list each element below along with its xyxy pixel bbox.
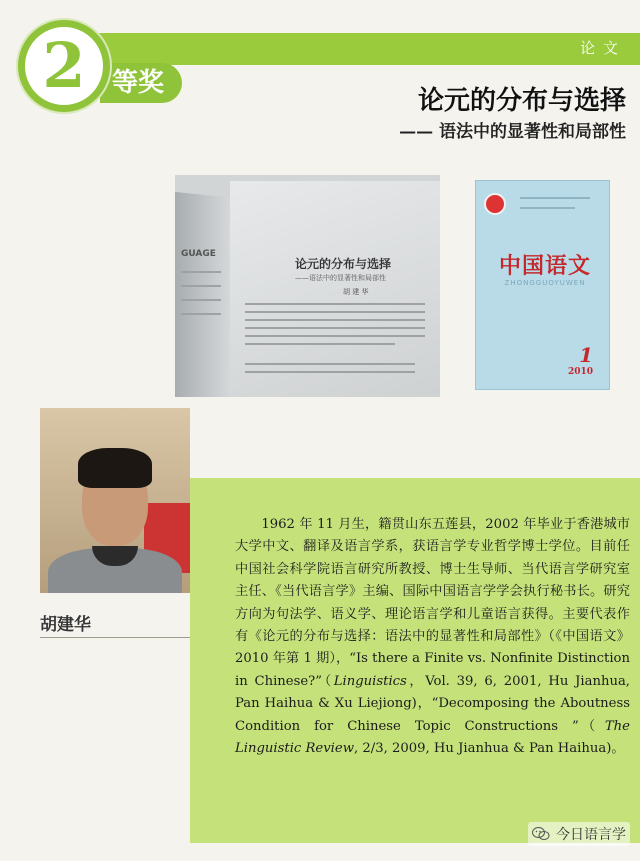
paper-text-line (245, 371, 415, 373)
paper-title: 论元的分布与选择 (295, 257, 392, 271)
article-title: 论元的分布与选择 (417, 86, 626, 116)
paper-text-line (245, 327, 425, 329)
paper-text-line (181, 271, 221, 273)
journal-year: 2010 (567, 367, 593, 377)
paper-subtitle: ——语法中的显著性和局部性 (295, 274, 386, 282)
paper-text-line (245, 363, 415, 365)
portrait-hair (78, 448, 152, 488)
paper-text-line (245, 311, 425, 313)
journal-issue: 1 (579, 343, 593, 367)
watermark (528, 822, 630, 846)
watermark-text: 今日语言学 (556, 827, 626, 843)
article-subtitle: —— 语法中的显著性和局部性 (399, 122, 626, 142)
bio-ref2-venue: The Linguistic Review (235, 718, 630, 757)
paper-text-line (181, 299, 221, 301)
bio-ref1-title: “Is there a Finite vs. Nonfinite Distinction in Chinese?” (235, 651, 630, 689)
journal-text-line (520, 197, 590, 199)
paper-author: 胡 建 华 (343, 288, 369, 296)
paper-text-line (245, 335, 425, 337)
bio-main: 1962 年 11 月生，籍贯山东五莲县，2002 年毕业于香港城市大学中文、翻译及语言学系，获语言学专业哲学博士学位。目前任中国社会科学院语言研究所教授、博士生导师、当代语言学研究室主任、《当代语言学》主编、国际中国语言学学会执行秘书长。研究方向为句法学、语义学、理论语言学和儿童语言获得。主要代表作有《论元的分布与选择：语法中的显著性和局部性》（《中国语文》2010 年第 1 期）， (235, 517, 630, 667)
author-name-underline (40, 637, 190, 638)
author-name: 胡建华 (40, 615, 91, 635)
award-number: 2 (42, 29, 86, 102)
paper-text-line (245, 303, 425, 305)
paper-text-line (245, 343, 395, 345)
header-band (70, 33, 640, 61)
section-label: 论文 (579, 39, 626, 57)
wechat-icon (532, 827, 550, 841)
paper-text-line (245, 319, 425, 321)
paper-left-page (175, 192, 235, 397)
paper-text-line (181, 285, 221, 287)
journal-cover (475, 180, 610, 390)
paper-photo (175, 175, 440, 397)
paper-text-line (181, 313, 221, 315)
bio-ref1-rest: ，Vol. 39, 6, 2001, Hu Jianhua, Pan Haihua & Xu Liejiong)，“Decomposing the Aboutness Condition for Chinese Topic Constructions ” (235, 673, 630, 734)
award-label: 等奖 (112, 68, 165, 98)
author-portrait (40, 408, 190, 593)
journal-emblem-icon (484, 193, 506, 215)
journal-title: 中国语文 (498, 253, 591, 279)
bio-ref2-rest: , 2/3, 2009, Hu Jianhua & Pan Haihua)。 (353, 741, 625, 757)
journal-text-line (520, 207, 575, 209)
bio-ref1-venue: Linguistics (333, 673, 407, 689)
bio-paragraph: 1962 年 11 月生，籍贯山东五莲县，2002 年毕业于香港城市大学中文、翻译及语言学系，获语言学专业哲学博士学位。目前任中国社会科学院语言研究所教授、博士生导师、当代语言学研究室主任、《当代语言学》主编、国际中国语言学学会执行秘书长。研究方向为句法学、语义学、理论语言学和儿童语言获得。主要代表作有《论元的分布与选择：语法中的显著性和局部性》（《中国语文》2010 年第 1 期），“Is there a Finite vs. Nonfinite Distinction in Chinese?”（Linguistics，Vol. 39, 6, 2001, Hu Jianhua, Pan Haihua & Xu Liejiong)，“Decomposing the Aboutness Condition for Chinese Topic Constructions ”（The Linguistic Review, 2/3, 2009, Hu Jianhua & Pan Haihua)。 (235, 517, 630, 757)
journal-pinyin: ZHONGGUOYUWEN (504, 279, 586, 287)
paper-lang-fragment: GUAGE (181, 249, 216, 259)
author-bio (235, 514, 630, 760)
